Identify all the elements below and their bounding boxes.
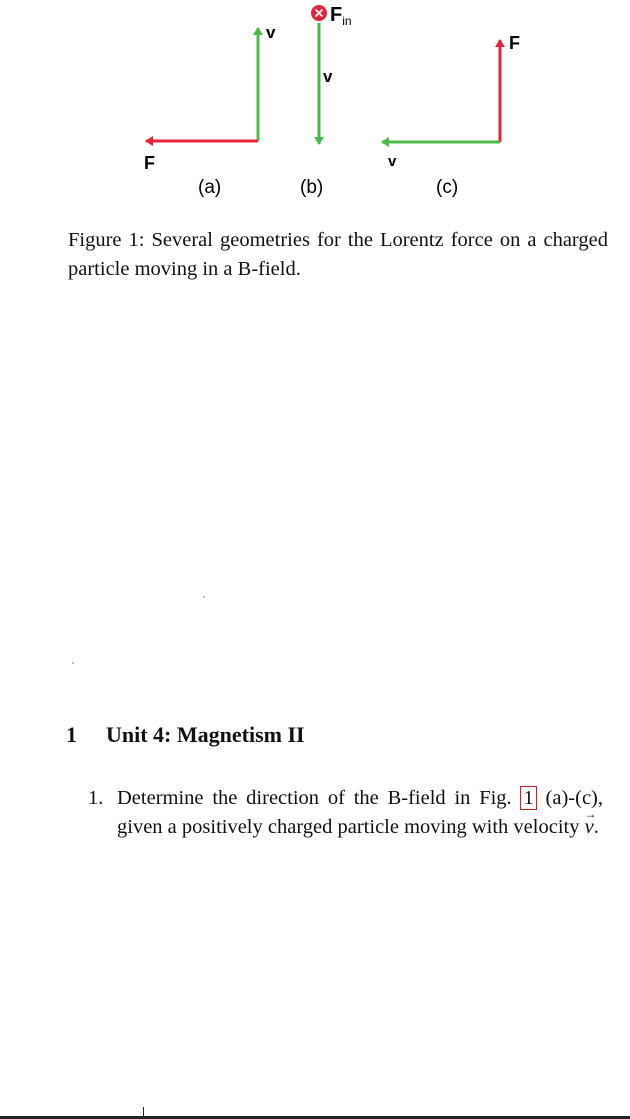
panel-b-velocity-label: v — [323, 67, 333, 86]
problem-text: Determine the direction of the B-field in Fig. 1 (a)-(c), given a positively charged particle moving with velocity → v. — [117, 784, 603, 842]
panel-c-velocity-label: v — [388, 153, 397, 170]
figure-reference-link[interactable]: 1 — [520, 786, 536, 810]
list-item — [88, 784, 603, 842]
panel-c — [382, 33, 520, 198]
section-title: Unit 4: Magnetism II — [106, 722, 305, 747]
figure-caption: Figure 1: Several geometries for the Lorentz force on a charged particle moving in a B-field. — [68, 229, 608, 280]
scan-speck — [72, 662, 74, 664]
panel-a-velocity-label: v — [266, 23, 276, 42]
page-edge-tick — [143, 1107, 144, 1116]
lorentz-force-figure — [0, 0, 630, 210]
panel-a-label: (a) — [198, 177, 222, 198]
section-number: 1 — [66, 722, 77, 747]
panel-c-force-label: F — [509, 33, 520, 53]
panel-b — [300, 4, 352, 198]
problem-marker: 1. — [88, 787, 104, 809]
panel-b-force-label: $F_{in}$ — [330, 4, 352, 28]
velocity-vector-symbol: → v — [585, 813, 594, 842]
panel-b-label: (b) — [300, 177, 324, 198]
panel-a — [144, 23, 276, 198]
force-into-page-icon — [311, 5, 327, 21]
panel-c-label: (c) — [436, 177, 459, 198]
problem-list — [88, 784, 603, 842]
section-heading — [66, 722, 305, 748]
scan-speck — [203, 596, 205, 598]
panel-a-force-label: F — [144, 153, 155, 173]
